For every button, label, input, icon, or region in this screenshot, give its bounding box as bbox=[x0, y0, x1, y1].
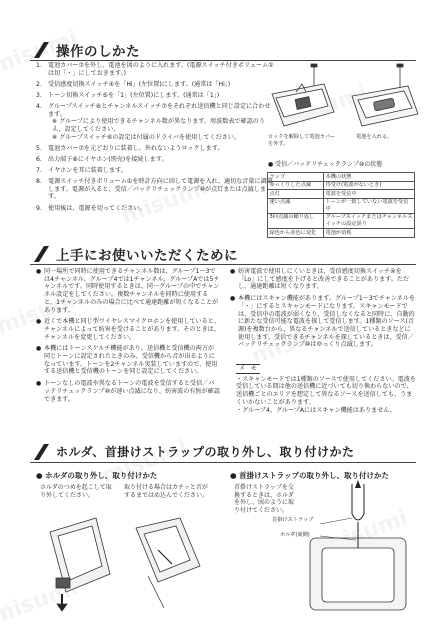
list-item: ● 妨害電波で使用しにくいときは、受信感度切換スイッチ④を「Lo」にして感度を下げると改善できることがあります。ただし、通達距離は短くなります。 bbox=[230, 268, 410, 291]
memo-note: ・スキャンモードでは1種類のソースで使用してください。電波を受信している間は他の送信機に近づいても切り換わらないので、送信機ごとのエリアを想定して異なるソースを送信しても、うまくいかないことがあります。 bbox=[236, 375, 416, 406]
caption-insert-battery: 電池を入れる。 bbox=[356, 134, 393, 140]
lamp-status-table bbox=[267, 172, 415, 238]
table-row: ゆっくりした点滅 待受け(電波がないとき) bbox=[268, 181, 415, 190]
table-row: 点灯 電波を受信中 bbox=[268, 190, 415, 199]
holder-illustration bbox=[40, 512, 220, 612]
label-neck-strap: 首掛けストラップ bbox=[272, 517, 314, 523]
step-item: 7. イヤホンを耳に装着します。 bbox=[36, 167, 127, 175]
section-title: ホルダ、首掛けストラップの取り外し、取り付けかた bbox=[56, 445, 355, 459]
table-row: ランプ 本機の状態 bbox=[268, 173, 415, 182]
step-item: 9. 使用後は、電源を切ってください。 bbox=[36, 204, 146, 212]
holder-subheading: ● ホルダの取り外し、取り付けかた bbox=[36, 471, 158, 480]
step-note: ※ グループにより使用できるチャンネル数が異なります。周波数表で確認のうえ、設定してください。 bbox=[52, 118, 265, 133]
section-header-operation bbox=[30, 40, 416, 61]
list-item: ● 本機にはスキャン機能があります。グループ1〜3でチャンネルを「・」にするとスキャンモードになります。スキャンモードでは、受信中の電波が弱くなり、受信しなくなると同時に、自動的に新たな受信可能な電波を探して受信します。1種類のソース(音源)を複数台から、異なるチャンネルで送信しているときなどに使用します。受信できるチャンネルを探しているときは、受信／バッテリチェックランプ⑩はゆっくり点滅します。 bbox=[230, 295, 416, 349]
memo-label: メ モ bbox=[236, 364, 260, 374]
step-note: ※ グループスイッチ⑥の設定は付属のドライバを使用してください。 bbox=[52, 133, 240, 141]
step-item: 8. 電源スイッチ付きボリューム①を時計方向に回して電源を入れ、適切な音量に調節します。電源が入ると、受信／バッテリチェックランプ⑩が点灯または点滅します。 bbox=[36, 178, 273, 201]
step-item: 3. トーン切換スイッチ⑤を「1」(左位置)にします。(通常は「1」) bbox=[36, 91, 220, 99]
slash-mark-icon bbox=[32, 41, 50, 59]
tips-right-column bbox=[230, 268, 416, 353]
holder-remove-text: ホルダのつめを起こして取り外してください。 bbox=[40, 484, 112, 499]
step-item: 2. 受信感度切換スイッチ④を「Hi」(左位置)にします。(通常は「Hi」) bbox=[36, 80, 231, 88]
table-row: 速い点滅 トーンが一致していない電波を受信中 bbox=[268, 198, 415, 213]
table-row: 緑色から赤色に変化 電池が消耗 bbox=[268, 229, 415, 238]
list-item: ● 本機にはトーンスケルチ機能があり、送信機と受信機の両方が同じトーンに設定されたときのみ、受信機から音が出るようになっています。トーンを2チャンネル実装していますので、使用する送信機と受信機のトーンを同じ設定にしてください。 bbox=[36, 345, 218, 376]
holder-attach-text: 取り付ける場合はカチッと音がするまではめ込んでください。 bbox=[124, 484, 209, 499]
receiver-battery-illustration bbox=[262, 62, 422, 142]
list-item: ● 同一場所で同時に使用できるチャンネル数は、グループ1〜3では4チャンネル、グループ4では1チャンネル、グループAでは5チャンネルです。同時使用するときは、同一グループの中でチャンネル設定をしてください。複数チャンネルを同時に使用すると、1チャンネルのみの場合に比べて通達距離が短くなることがあります。 bbox=[36, 268, 220, 314]
caption-remove-cover: ロックを解除して電池カバーを外す。 bbox=[268, 134, 336, 147]
list-item: ● トーンなしの電波や異なるトーンの電波を受信すると受信／バッテリチェックランプ⑩が速い点滅になり、妨害波の有無が確認できます。 bbox=[36, 380, 220, 403]
step-item: 4. グループスイッチ⑥とチャンネルスイッチ⑦をそれぞれ送信機と同じ設定に合わせます。 ※ グループにより使用できるチャンネル数が異なります。周波数表で確認のうえ、設定してください。 ※ グループスイッチ⑥の設定は付属のドライバを使用してください。 bbox=[36, 103, 276, 141]
operation-steps bbox=[36, 62, 276, 216]
section-title: 上手にお使いいただくために bbox=[56, 248, 238, 264]
strap-subheading: ● 首掛けストラップの取り外し、取り付けかた bbox=[230, 471, 390, 480]
table-row: 3回点滅の繰り返し グループスイッチまたはチャンネルスイッチの設定誤り bbox=[268, 213, 415, 228]
section-header-usage-tips bbox=[30, 244, 416, 265]
strap-text: 首掛けストラップを交換するときは、ホルダを外し、図のように取り付けてください。 bbox=[234, 484, 295, 514]
memo-note: ・グループ4、グループAにはスキャン機能はありません。 bbox=[236, 406, 396, 414]
step-item: 6. 出力端子⑧にイヤホン(別売)を接続します。 bbox=[36, 155, 168, 163]
section-header-holder-strap bbox=[30, 442, 416, 463]
section-title: 操作のしかた bbox=[56, 44, 140, 60]
label-holder-back: ホルダ(裏側) bbox=[280, 532, 310, 538]
slash-mark-icon bbox=[32, 245, 50, 263]
list-item: ● 近くで本機と同じ型ワイヤレスマイクロホンを使用していると、チャンネルによって妨害を受けることがあります。そのときは、チャンネルを変更してください。 bbox=[36, 318, 220, 341]
memo-box bbox=[236, 364, 416, 414]
step-item: 1. 電池カバー⑦を外し、電池を図のように入れます。(電源スイッチ付きボリューム①は切「・」にしておきます。) bbox=[36, 62, 274, 77]
strap-illustration bbox=[300, 478, 416, 614]
slash-mark-icon bbox=[32, 443, 50, 461]
step-item: 5. 電池カバー⑦を元どおりに装着し、外れないようロックします。 bbox=[36, 144, 224, 152]
lamp-table-caption: ● 受信／バッテリチェックランプ⑩の状態 bbox=[268, 161, 383, 168]
tips-left-column bbox=[36, 268, 220, 407]
